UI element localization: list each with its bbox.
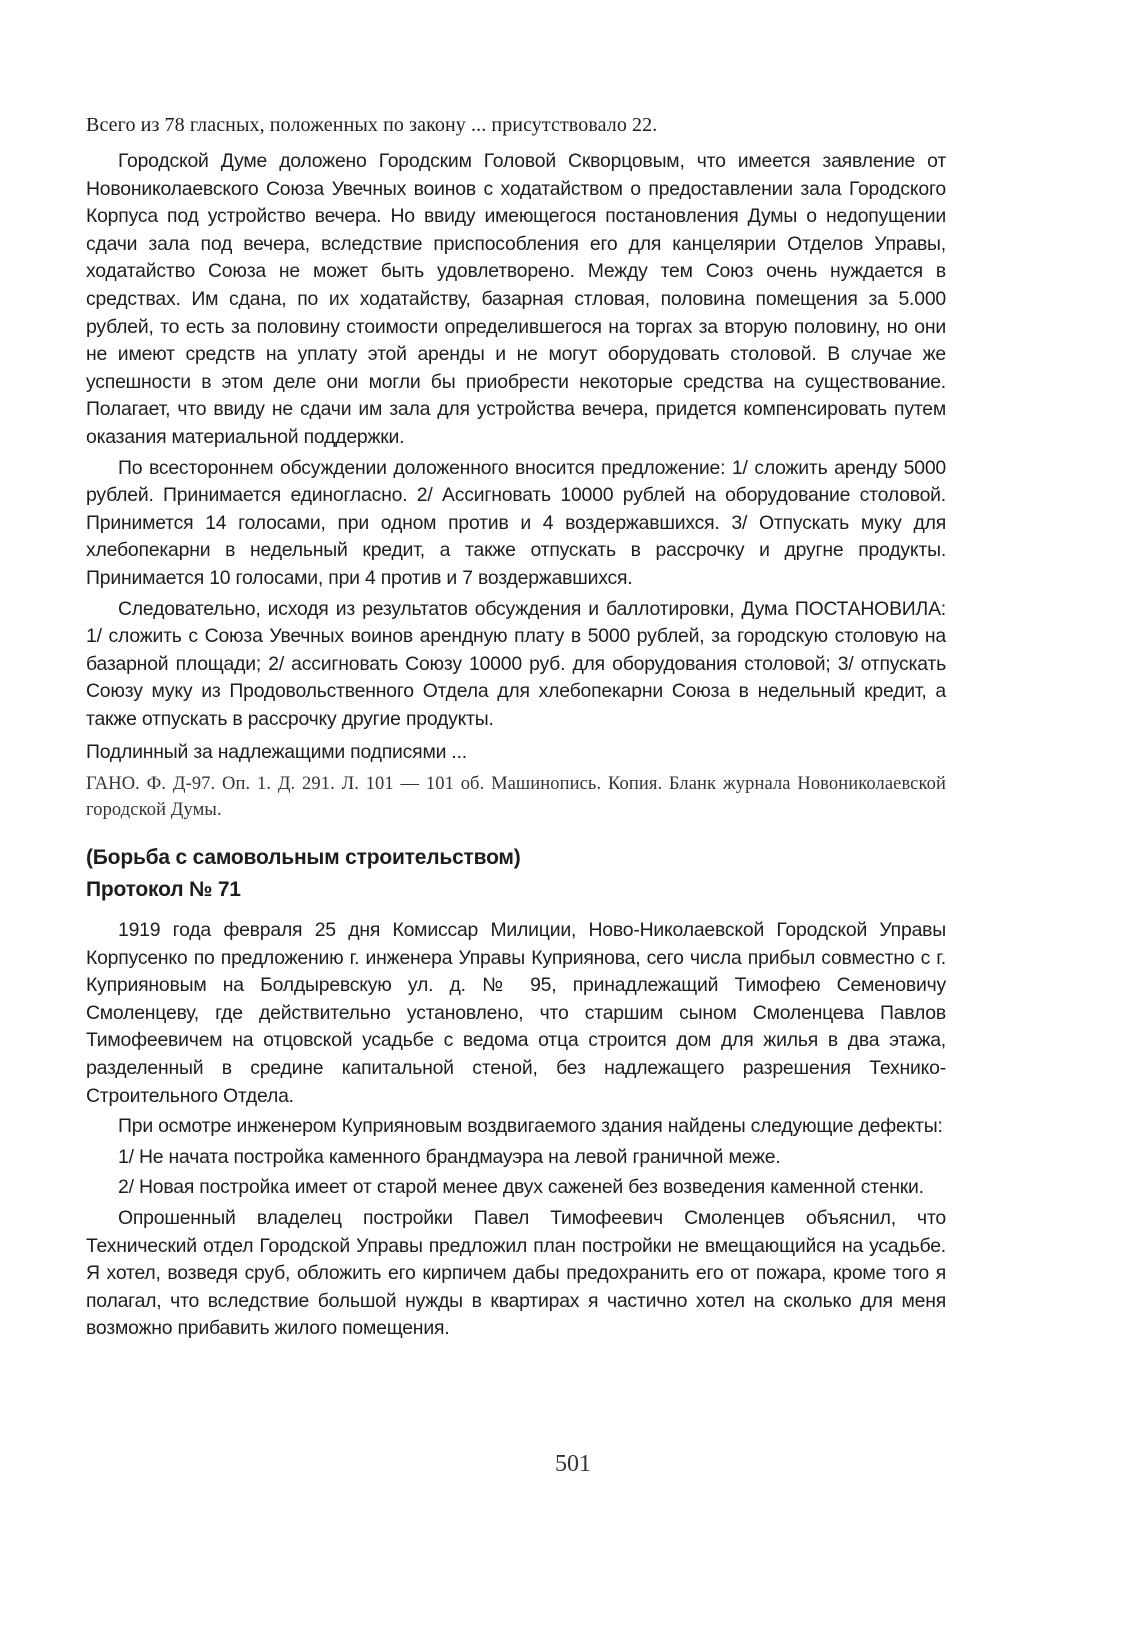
list-item: 1/ Не начата постройка каменного брандмауэра на левой граничной меже. [118, 1145, 781, 1168]
section-title: (Борьба с самовольным строительством) [86, 846, 521, 870]
intro-line: Всего из 78 гласных, положенных по закону ... присутствовало 22. [86, 114, 658, 136]
paragraph: 1919 года февраля 25 дня Комиссар Милиции, Ново-Николаевской Городской Управы Корпусенко по предложению г. инженера Управы Куприянова, сего числа прибыл совместно с г. Куприяновым на Болдыревскую ул. д. № 95, принадлежащий Тимофею Семеновичу Смоленцеву, где действительно установлено, что старшим сыном Смоленцева Павлов Тимофеевичем на отцовской усадьбе с ведома отца строится дом для жилья в два этажа, разделенный в средине капитальной стеной, без надлежащего разрешения Технико-Строительного Отдела. [86, 919, 946, 1107]
paragraph: По всестороннем обсуждении доложенного вносится предложение: 1/ сложить аренду 5000 рублей. Принимается единогласно. 2/ Ассигновать 10000 рублей на оборудование столовой. Принимется 14 голосами, при одном против и 4 воздержавшихся. 3/ Отпускать муку для хлебопекарни в недельный кредит, а также отпускать в рассрочку и другне продукты. Принимается 10 голосами, при 4 против и 7 воздержавшихся. [86, 456, 946, 589]
original-signature-note: Подлинный за надлежащими подписями ... [86, 741, 467, 764]
protocol-title: Протокол № 71 [86, 878, 241, 902]
paragraph: Городской Думе доложено Городским Головой Скворцовым, что имеется заявление от Новониколаевского Союза Увечных воинов с ходатайством о предоставлении зала Городского Корпуса под устройство вечера. Но ввиду имеющегося постановления Думы о недопущении сдачи зала под вечера, вследствие приспособления его для канцелярии Отделов Управы, ходатайство Союза не может быть удовлетворено. Между тем Союз очень нуждается в средствах. Им сдана, по их ходатайству, базарная стловая, половина помещения за 5.000 рублей, то есть за половину стоимости определившегося на торгах за вторую половину, но они не имеют средств на уплату этой аренды и не могут оборудовать столовой. В случае же успешности в этом деле они могли бы приобрести некоторые средства на существование. Полагает, что ввиду не сдачи им зала для устройства вечера, придется компенсировать путем оказания материальной поддержки. [86, 150, 946, 448]
document-page [86, 112, 946, 1343]
paragraph: Следовательно, исходя из результатов обсуждения и баллотировки, Дума ПОСТАНОВИЛА: 1/ сложить с Союза Увечных воинов арендную плату в 5000 рублей, за городскую столовую на базарной площади; 2/ ассигновать Союзу 10000 руб. для оборудования столовой; 3/ отпускать Союзу муку из Продовольственного Отдела для хлебопекарни Союза в недельный кредит, а также отпускать в рассрочку другие продукты. [86, 597, 946, 730]
paragraph: Опрошенный владелец постройки Павел Тимофеевич Смоленцев объяснил, что Технический отдел Городской Управы предложил план постройки не вмещающийся на усадьбе. Я хотел, возведя сруб, обложить его кирпичем дабы предохранить его от пожара, кроме того я полагал, что вследствие большой нужды в квартирах я частично хотел на сколько для меня возможно прибавить жилого помещения. [86, 1207, 946, 1340]
archive-source-note: ГАНО. Ф. Д-97. Оп. 1. Д. 291. Л. 101 — 101 об. Машинопись. Копия. Бланк журнала Новониколаевской городской Думы. [86, 774, 946, 821]
list-item: 2/ Новая постройка имеет от старой менее двух саженей без возведения каменной стенки. [118, 1176, 924, 1199]
paragraph: При осмотре инженером Куприяновым воздвигаемого здания найдены следующие дефекты: [118, 1115, 943, 1138]
page-number: 501 [555, 1451, 591, 1477]
